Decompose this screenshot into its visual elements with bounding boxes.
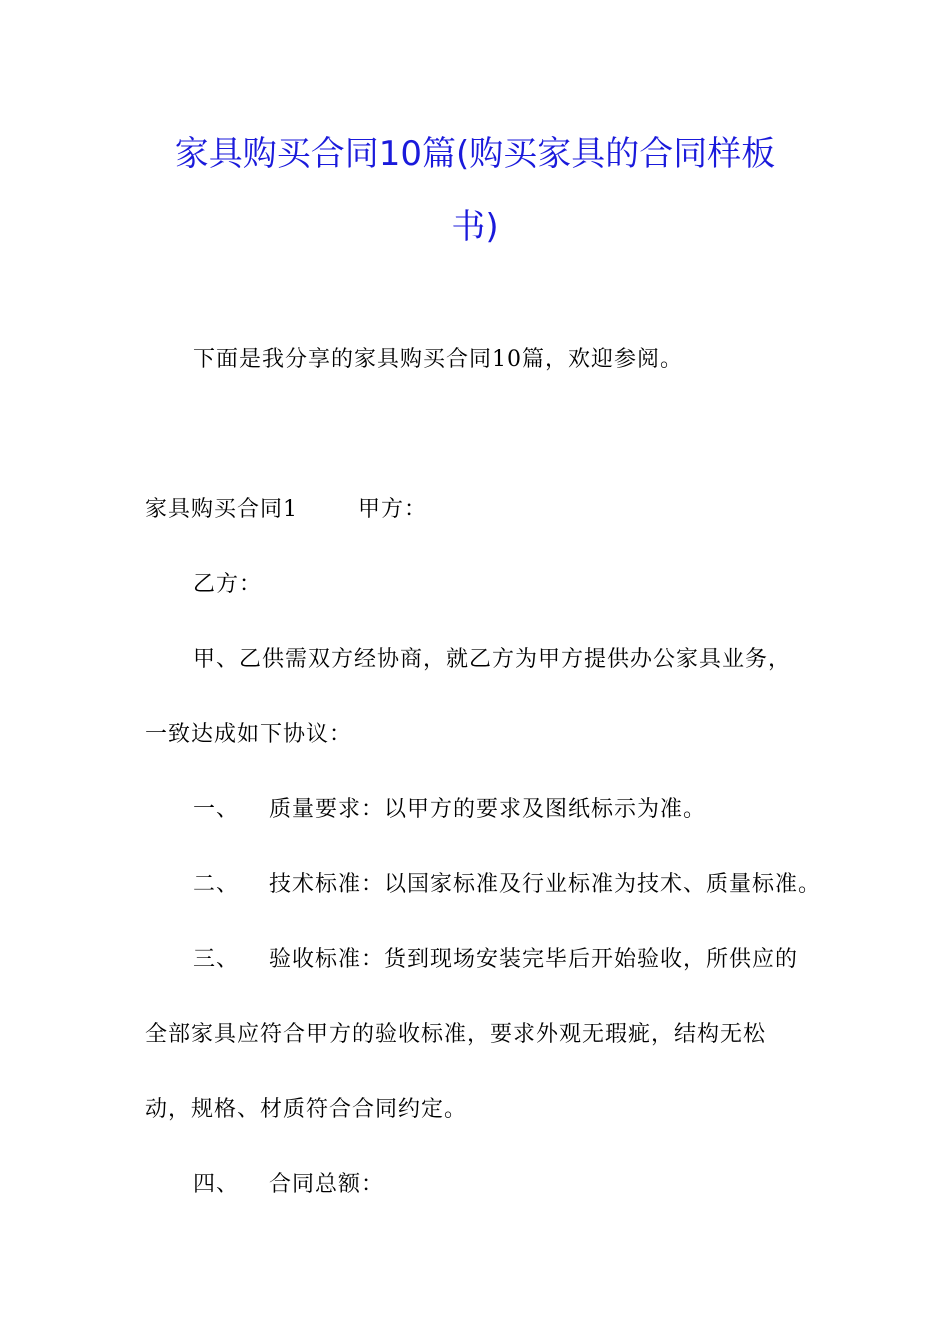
clause-number: 二、 <box>193 872 240 897</box>
clause-3-line-2: 全部家具应符合甲方的验收标准，要求外观无瑕疵，结构无松 <box>145 1022 767 1047</box>
clause-text: 合同总额： <box>269 1172 385 1197</box>
contract-heading: 家具购买合同1 <box>145 497 298 522</box>
intro-paragraph: 下面是我分享的家具购买合同10篇，欢迎参阅。 <box>193 347 683 372</box>
clause-1 <box>193 796 706 824</box>
document-title-line-2: 书) <box>451 207 499 247</box>
clause-2 <box>193 871 821 899</box>
preamble-line-2: 一致达成如下协议： <box>145 722 353 747</box>
party-a-label: 甲方： <box>358 497 428 522</box>
clause-text: 验收标准：货到现场安装完毕后开始验收，所供应的 <box>269 947 799 972</box>
document-title-line-1: 家具购买合同10篇(购买家具的合同样板 <box>174 134 776 174</box>
clause-number: 四、 <box>193 1172 240 1197</box>
clause-text: 质量要求：以甲方的要求及图纸标示为准。 <box>269 797 707 822</box>
clause-3 <box>193 946 798 974</box>
clause-4 <box>193 1171 384 1199</box>
clause-number: 一、 <box>193 797 240 822</box>
contract-heading-row <box>145 496 427 524</box>
clause-3-line-3: 动，规格、材质符合合同约定。 <box>145 1097 468 1122</box>
clause-number: 三、 <box>193 947 240 972</box>
preamble-line-1: 甲、乙供需双方经协商，就乙方为甲方提供办公家具业务， <box>193 647 792 672</box>
party-b-label: 乙方： <box>193 572 263 597</box>
clause-text: 技术标准：以国家标准及行业标准为技术、质量标准。 <box>269 872 822 897</box>
